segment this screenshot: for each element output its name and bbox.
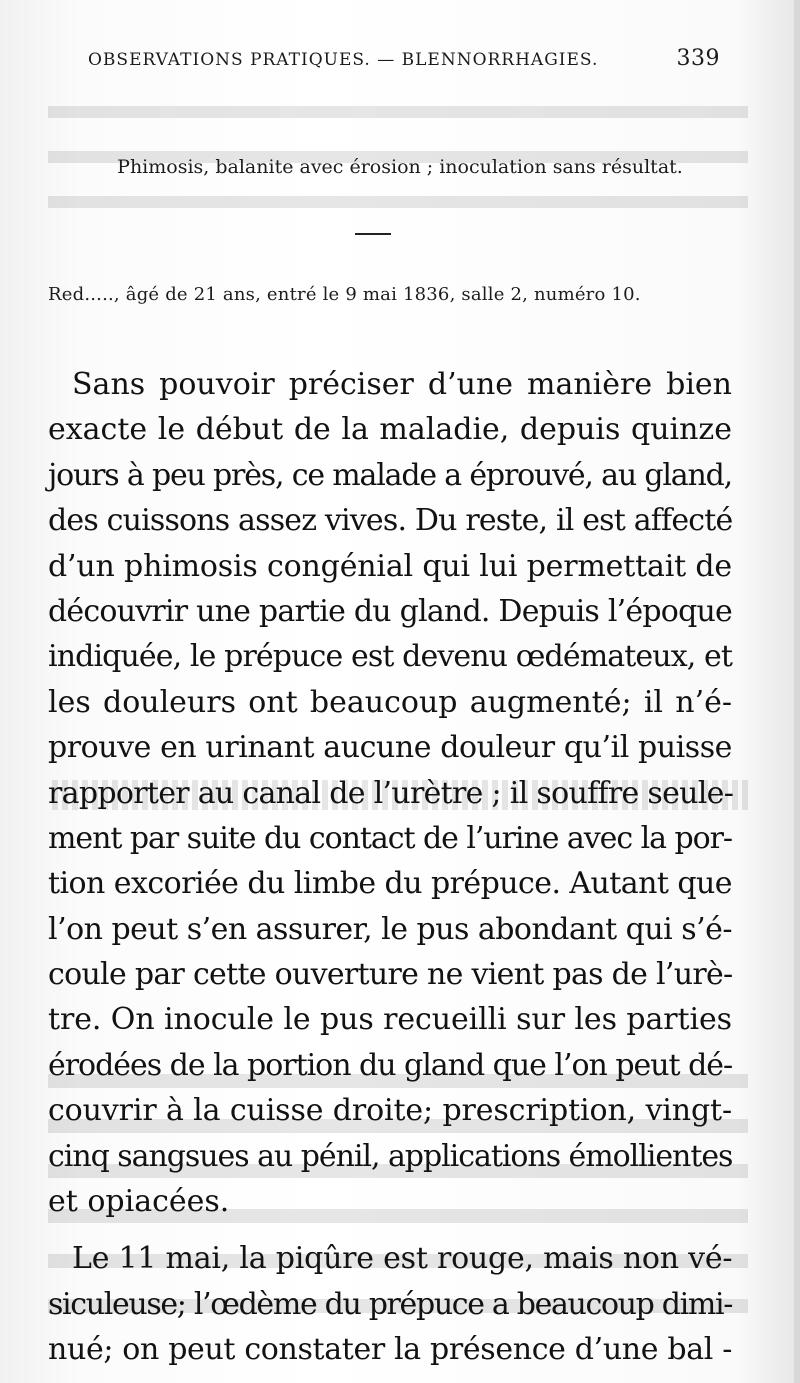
text-line: nué; on peut constater la présence d’une bal -: [48, 1332, 732, 1368]
running-head-title: OBSERVATIONS PRATIQUES. — BLENNORRHAGIES.: [88, 50, 599, 70]
text-line: exacte le début de la maladie, depuis quinze: [48, 412, 732, 448]
text-line: cinq sangsues au pénil, applications émollientes: [48, 1138, 733, 1174]
text-line: les douleurs ont beaucoup augmenté; il n’é-: [48, 684, 732, 720]
running-head: [88, 46, 720, 71]
paragraph-gap: [48, 1224, 732, 1236]
text-line: coule par cette ouverture ne vient pas de l’urè-: [48, 957, 733, 993]
patient-line: Red....., âgé de 21 ans, entré le 9 mai 1836, salle 2, numéro 10.: [48, 284, 641, 305]
paragraph-2: [48, 1236, 732, 1372]
text-line: rapporter au canal de l’urètre ; il souffre seule-: [48, 775, 734, 811]
page-number: 339: [676, 46, 720, 71]
page-edge-shadow: [794, 0, 800, 1383]
text-line: l’on peut s’en assurer, le pus abondant qui s’é-: [48, 911, 732, 947]
text-line: érodées de la portion du gland que l’on peut dé-: [48, 1047, 733, 1083]
text-line: prouve en urinant aucune douleur qu’il puisse: [48, 730, 732, 766]
text-line: siculeuse; l’œdème du prépuce a beaucoup dimi-: [48, 1286, 732, 1322]
text-line: tion excoriée du limbe du prépuce. Autant que: [48, 866, 732, 902]
text-line: découvrir une partie du gland. Depuis l’époque: [48, 593, 732, 629]
text-line: Le 11 mai, la piqûre est rouge, mais non vé-: [72, 1241, 733, 1277]
text-line: jours à peu près, ce malade a éprouvé, au gland,: [48, 457, 732, 493]
text-line: indiquée, le prépuce est devenu œdémateux, et: [48, 639, 733, 675]
body-text: [48, 362, 732, 1373]
bleed-through-top: [48, 88, 748, 218]
text-line: ment par suite du contact de l’urine avec la por-: [48, 820, 732, 856]
text-line: des cuissons assez vives. Du reste, il est affecté: [48, 503, 733, 539]
text-line: et opiacées.: [48, 1184, 230, 1220]
text-line: d’un phimosis congénial qui lui permettait de: [48, 548, 732, 584]
text-line: couvrir à la cuisse droite; prescription, vingt-: [48, 1093, 732, 1129]
section-separator: [355, 233, 391, 235]
paragraph-1: [48, 362, 732, 1224]
text-line: tre. On inocule le pus recueilli sur les parties: [48, 1002, 732, 1038]
case-title: Phimosis, balanite avec érosion ; inoculation sans résultat.: [117, 156, 683, 178]
text-line: Sans pouvoir préciser d’une manière bien: [72, 367, 732, 402]
